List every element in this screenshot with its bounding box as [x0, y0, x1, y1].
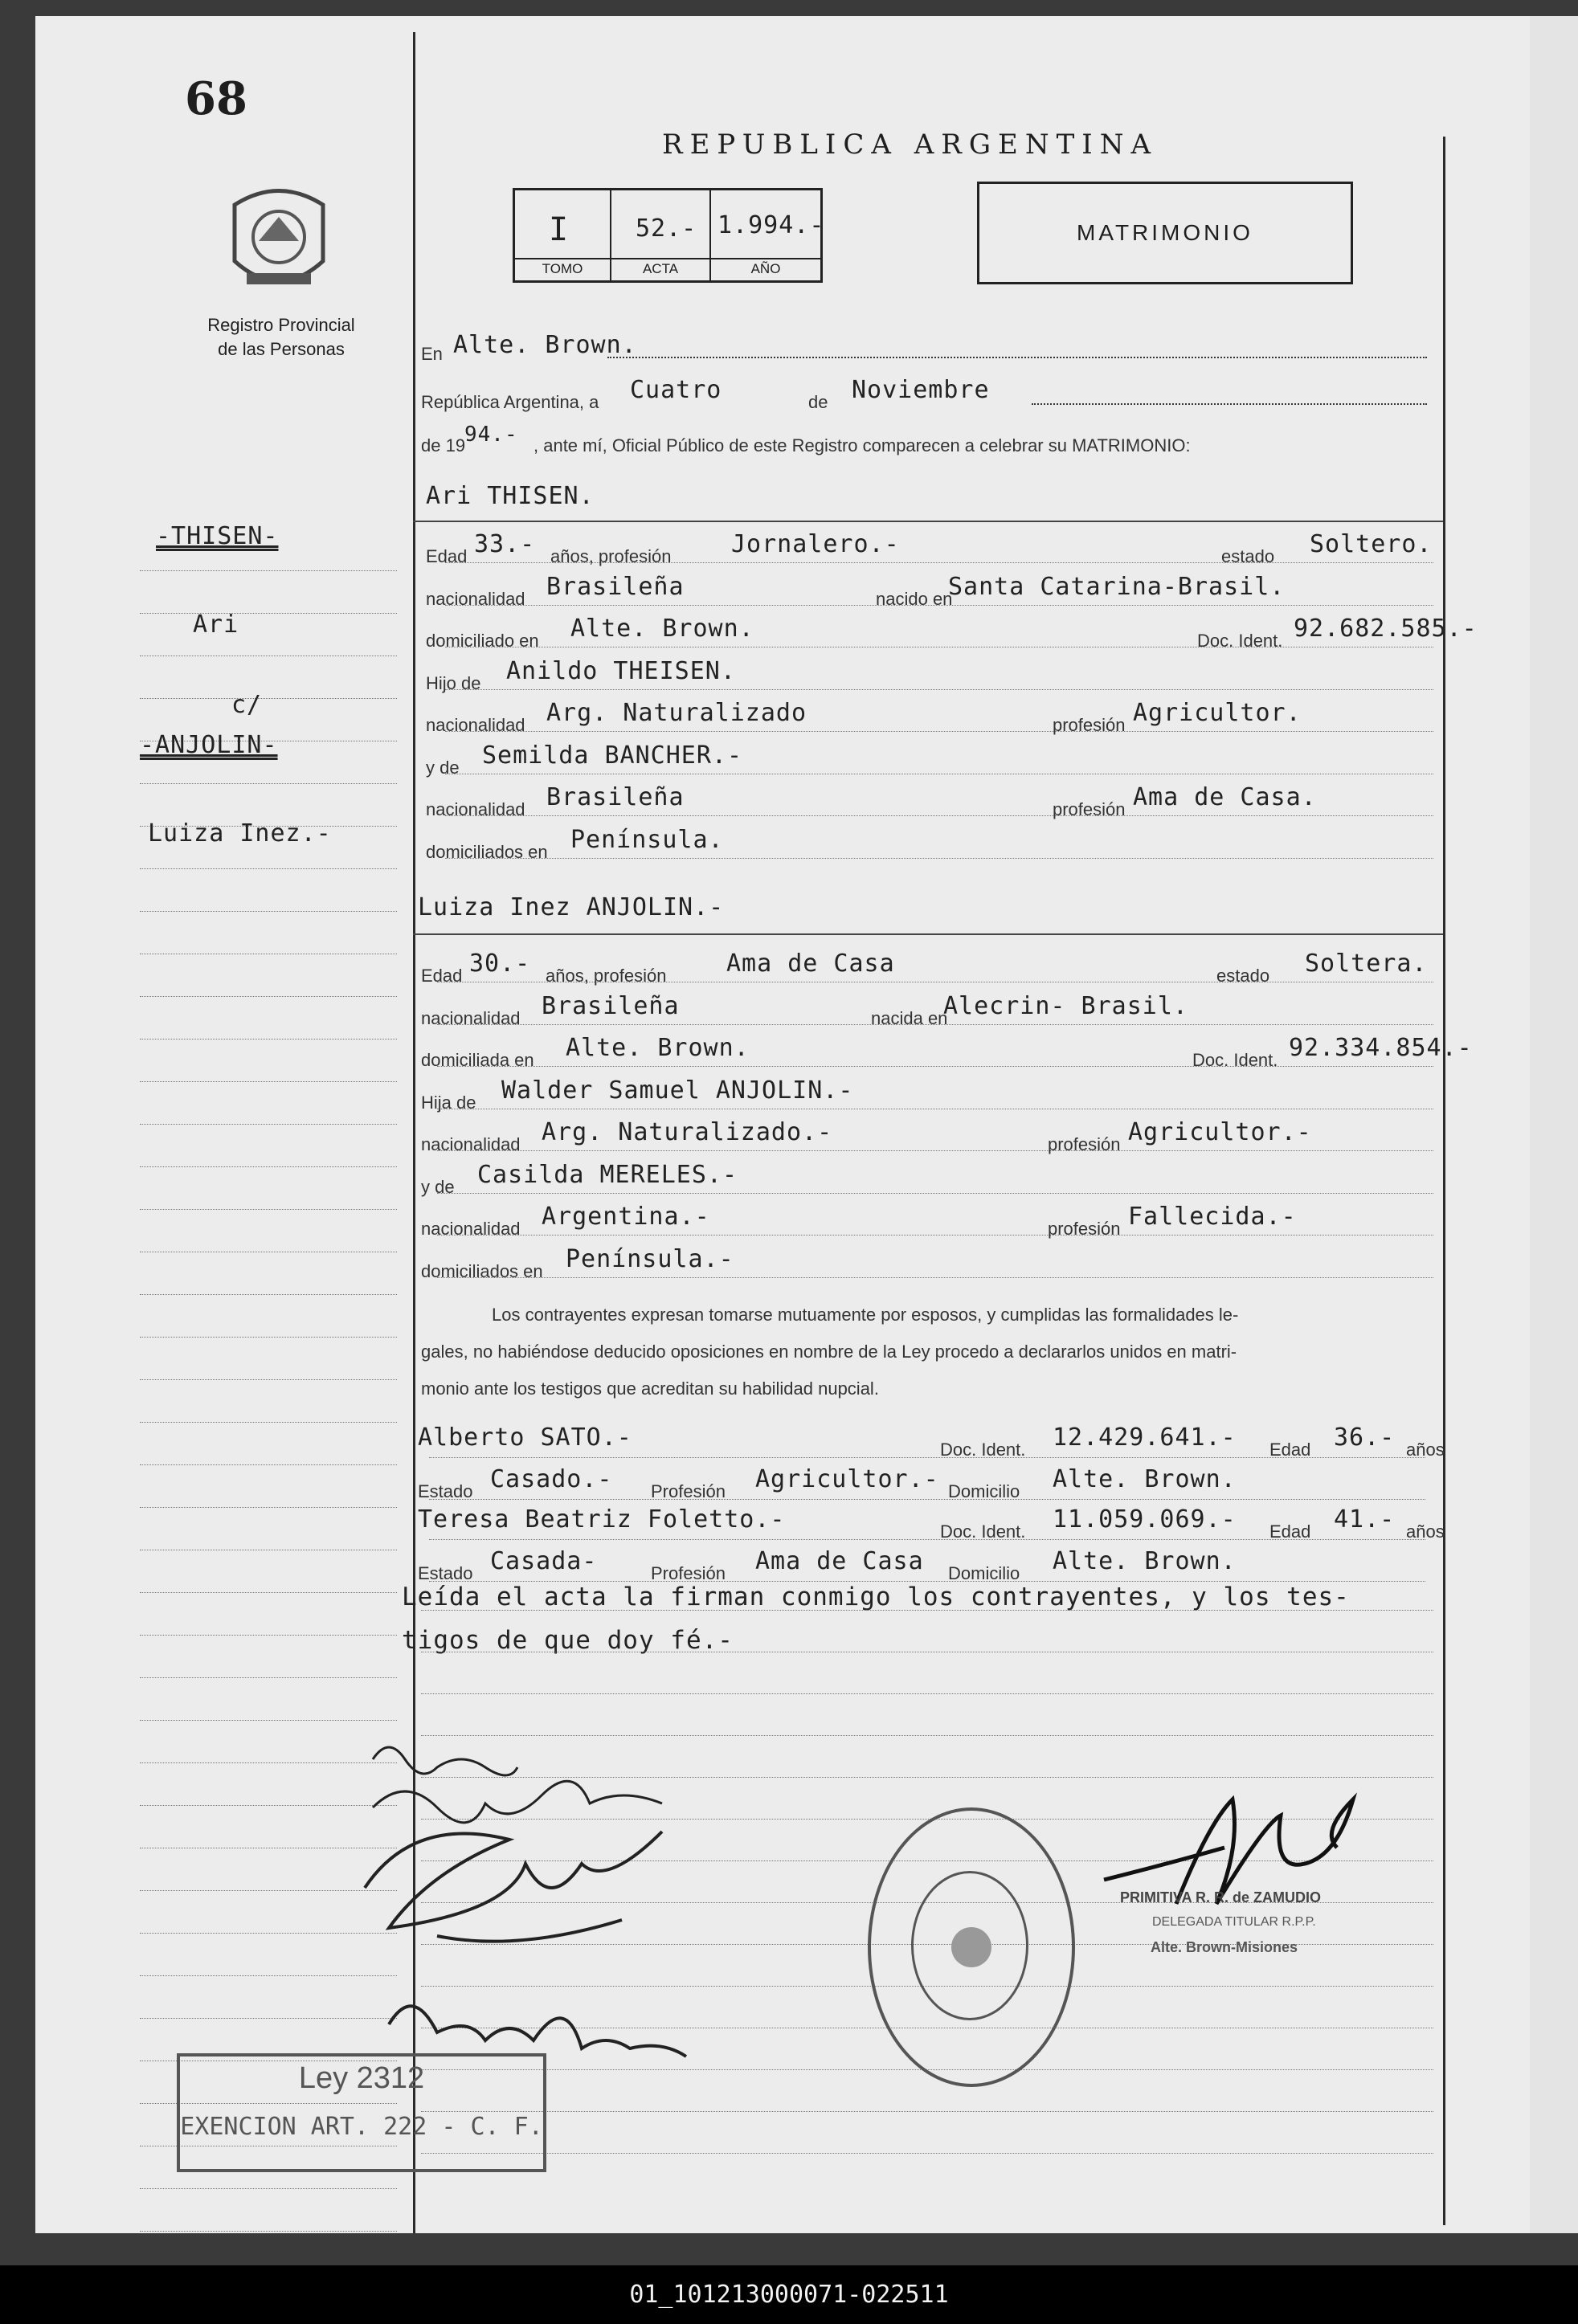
groom-domicilio: Alte. Brown.	[570, 615, 754, 643]
groom-edad: 33.-	[474, 530, 536, 558]
form-rule	[445, 858, 1433, 859]
margin-rule	[140, 1209, 397, 1210]
exemption-stamp	[177, 2053, 546, 2172]
form-rule	[437, 1193, 1433, 1194]
act-box	[513, 188, 823, 283]
witness1-doc: 12.429.641.-	[1053, 1423, 1237, 1452]
margin-rule	[140, 570, 397, 571]
signatures-icon	[341, 1727, 855, 2065]
groom-doc: 92.682.585.-	[1294, 615, 1478, 643]
witness1-estado-label: Estado	[418, 1481, 473, 1501]
image-id-footer: 01_101213000071-022511	[0, 2265, 1578, 2324]
margin-rule	[140, 2188, 397, 2189]
margin-rule	[140, 1677, 397, 1678]
closing-line-2: tigos de que doy fé.-	[402, 1626, 734, 1655]
margin-rule	[140, 868, 397, 869]
groom-yde-label: y de	[426, 757, 460, 778]
bride-estado: Soltera.	[1305, 950, 1428, 978]
exemption-law: Ley 2312	[298, 2061, 425, 2095]
groom-anos-label: años, profesión	[550, 546, 672, 566]
seal-stamp	[868, 1807, 1075, 2087]
groom-dom-label: domiciliado en	[426, 631, 539, 651]
margin-rule	[140, 1422, 397, 1423]
margin-conjunction: c/	[231, 691, 263, 719]
margin-rule	[140, 1337, 397, 1338]
groom-edad-label: Edad	[426, 546, 468, 566]
witness1-edad-label: Edad	[1269, 1440, 1311, 1460]
margin-rule	[140, 1720, 397, 1721]
bride-nacida: Alecrin- Brasil.	[943, 991, 1188, 1020]
bride-madre-nac-label: nacionalidad	[421, 1219, 521, 1239]
witness2-edad: 41.-	[1334, 1505, 1396, 1534]
official-stamp-line-1: PRIMITIVA R. R. de ZAMUDIO	[1120, 1889, 1321, 1905]
bride-yde-label: y de	[421, 1176, 455, 1197]
witness2-anos-label: años	[1406, 1521, 1445, 1542]
right-margin-line	[1443, 137, 1445, 2225]
bride-padre-nac: Arg. Naturalizado.-	[542, 1118, 833, 1146]
page-edge	[1530, 16, 1578, 2233]
witness2-dom-label: Domicilio	[948, 1563, 1020, 1583]
margin-rule	[140, 1464, 397, 1465]
groom-padre-nac-label: nacionalidad	[426, 715, 525, 735]
closing-line-1: Leída el acta la firman conmigo los contrayentes, y los tes-	[402, 1583, 1350, 1611]
form-rule	[421, 2153, 1433, 2154]
groom-estado-label: estado	[1221, 546, 1275, 566]
official-stamp-line-3: Alte. Brown-Misiones	[1151, 1939, 1298, 1955]
groom-madre: Semilda BANCHER.-	[482, 741, 743, 770]
margin-name-bride: Luiza Inez.-	[148, 819, 332, 848]
de-label: de	[808, 392, 828, 412]
place-value: Alte. Brown.	[453, 331, 637, 359]
witness2-doc: 11.059.069.-	[1053, 1505, 1237, 1534]
groom-madre-prof: Ama de Casa.	[1133, 783, 1317, 811]
witness1-edad: 36.-	[1334, 1423, 1396, 1452]
witness1-dom-label: Domicilio	[948, 1481, 1020, 1501]
margin-rule	[140, 996, 397, 997]
act-type-box: MATRIMONIO	[977, 182, 1353, 284]
margin-rule	[140, 1124, 397, 1125]
groom-domp-label: domiciliados en	[426, 841, 548, 862]
bride-padre-prof: Agricultor.-	[1128, 1118, 1312, 1146]
bride-doc: 92.334.854.-	[1289, 1034, 1473, 1062]
groom-name: Ari THISEN.	[426, 482, 595, 510]
bride-profesion: Ama de Casa	[726, 950, 895, 978]
bride-madre: Casilda MERELES.-	[477, 1160, 738, 1189]
form-rule	[445, 689, 1433, 690]
bride-madre-nac: Argentina.-	[542, 1203, 710, 1231]
acta-label: ACTA	[642, 261, 679, 276]
bride-name: Luiza Inez ANJOLIN.-	[418, 893, 725, 921]
bride-domicilio: Alte. Brown.	[566, 1034, 750, 1062]
witness1-anos-label: años	[1406, 1440, 1445, 1460]
exemption-article: EXENCION ART. 222 - C. F.	[180, 2113, 543, 2141]
bride-nac-label: nacionalidad	[421, 1007, 521, 1028]
margin-rule	[140, 1294, 397, 1295]
year-value: 94.-	[464, 423, 518, 447]
groom-padre-prof-label: profesión	[1053, 715, 1126, 735]
form-rule	[421, 2111, 1433, 2112]
witness1-prof: Agricultor.-	[755, 1465, 939, 1493]
bride-anos-label: años, profesión	[546, 966, 667, 986]
witness2-doc-label: Doc. Ident.	[940, 1521, 1026, 1542]
margin-surname-groom: -THISEN-	[156, 522, 279, 550]
bride-nacida-label: nacida en	[871, 1007, 948, 1028]
groom-madre-nac: Brasileña	[546, 783, 685, 811]
bride-nacionalidad: Brasileña	[542, 991, 680, 1020]
bride-edad-label: Edad	[421, 966, 463, 986]
margin-surname-bride: -ANJOLIN-	[140, 731, 278, 759]
margin-rule	[140, 1379, 397, 1380]
bride-domp-label: domiciliados en	[421, 1260, 543, 1281]
margin-rule	[140, 911, 397, 912]
acta-value: 52.-	[636, 214, 697, 243]
bride-padre-prof-label: profesión	[1048, 1134, 1121, 1154]
official-stamp-line-2: DELEGADA TITULAR R.P.P.	[1152, 1915, 1316, 1929]
groom-madre-nac-label: nacionalidad	[426, 799, 525, 819]
registry-name: Registro Provincial de las Personas	[207, 315, 355, 359]
witness2-estado-label: Estado	[418, 1563, 473, 1583]
form-rule	[445, 815, 1433, 816]
intro-text: , ante mí, Oficial Público de este Registro comparecen a celebrar su MATRIMONIO:	[533, 435, 1191, 455]
form-rule	[445, 731, 1433, 732]
header-title: REPUBLICA ARGENTINA	[662, 129, 1159, 161]
sheet-number: 68	[185, 72, 247, 125]
bride-doc-label: Doc. Ident.	[1192, 1050, 1278, 1070]
bride-padre: Walder Samuel ANJOLIN.-	[501, 1076, 854, 1105]
margin-rule	[140, 1507, 397, 1508]
groom-profesion: Jornalero.-	[731, 530, 900, 558]
ano-label: AÑO	[750, 261, 781, 276]
margin-rule	[140, 1081, 397, 1082]
groom-padre-prof: Agricultor.	[1133, 699, 1302, 727]
bride-hija-label: Hija de	[421, 1092, 476, 1113]
groom-nac-label: nacionalidad	[426, 588, 525, 609]
groom-madre-prof-label: profesión	[1053, 799, 1126, 819]
groom-nacionalidad: Brasileña	[546, 572, 685, 601]
witness1-dom: Alte. Brown.	[1053, 1465, 1237, 1493]
margin-rule	[140, 613, 397, 614]
witness1-doc-label: Doc. Ident.	[940, 1440, 1026, 1460]
tomo-label: TOMO	[542, 261, 583, 276]
groom-nacido-label: nacido en	[876, 588, 953, 609]
day-value: Cuatro	[630, 376, 722, 404]
margin-name-groom: Ari	[193, 611, 239, 639]
groom-doc-label: Doc. Ident.	[1197, 631, 1283, 651]
groom-hijo-label: Hijo de	[426, 672, 481, 693]
year-prefix: de 19	[421, 435, 466, 455]
en-label: En	[421, 344, 443, 364]
witness1-prof-label: Profesión	[651, 1481, 726, 1501]
margin-rule	[140, 783, 397, 784]
bride-domp: Península.-	[566, 1244, 734, 1273]
groom-nacido: Santa Catarina-Brasil.	[948, 572, 1286, 601]
form-rule	[421, 1693, 1433, 1694]
coat-of-arms-icon	[227, 181, 331, 301]
witness2-edad-label: Edad	[1269, 1521, 1311, 1542]
groom-padre-nac: Arg. Naturalizado	[546, 699, 807, 727]
bride-padre-nac-label: nacionalidad	[421, 1134, 521, 1154]
form-rule	[429, 1499, 1425, 1500]
margin-rule	[140, 698, 397, 699]
margin-rule	[140, 2231, 397, 2232]
witness2-name: Teresa Beatriz Foletto.-	[418, 1505, 786, 1534]
witness1-estado: Casado.-	[490, 1465, 613, 1493]
groom-domp: Península.	[570, 825, 724, 854]
tomo-value: I	[549, 211, 570, 248]
groom-padre: Anildo THEISEN.	[506, 656, 736, 685]
register-page	[35, 16, 1530, 2233]
margin-rule	[140, 1635, 397, 1636]
witness2-estado: Casada-	[490, 1547, 598, 1575]
declaration-line-1: Los contrayentes expresan tomarse mutuamente por esposos, y cumplidas las formalidades le-	[492, 1305, 1239, 1325]
form-rule	[429, 1581, 1425, 1582]
witness2-dom: Alte. Brown.	[1053, 1547, 1237, 1575]
form-rule	[421, 1610, 1433, 1611]
form-rule	[437, 1235, 1433, 1236]
month-value: Noviembre	[852, 376, 990, 404]
bride-madre-prof-label: profesión	[1048, 1219, 1121, 1239]
groom-estado: Soltero.	[1310, 530, 1433, 558]
form-rule	[437, 1277, 1433, 1278]
bride-estado-label: estado	[1216, 966, 1270, 986]
form-rule	[437, 1150, 1433, 1151]
ano-value: 1.994.-	[717, 211, 825, 239]
witness2-prof: Ama de Casa	[755, 1547, 924, 1575]
bride-dom-label: domiciliada en	[421, 1050, 534, 1070]
margin-rule	[140, 1592, 397, 1593]
margin-rule	[140, 1166, 397, 1167]
form-rule	[437, 1066, 1433, 1067]
declaration-line-3: monio ante los testigos que acreditan su habilidad nupcial.	[421, 1378, 879, 1399]
bride-madre-prof: Fallecida.-	[1128, 1203, 1297, 1231]
declaration-line-2: gales, no habiéndose deducido oposiciones en nombre de la Ley procedo a declararlos unidos en matri-	[421, 1342, 1237, 1362]
republic-label: República Argentina, a	[421, 392, 599, 412]
witness2-prof-label: Profesión	[651, 1563, 726, 1583]
bride-edad: 30.-	[469, 950, 531, 978]
witness1-name: Alberto SATO.-	[418, 1423, 632, 1452]
